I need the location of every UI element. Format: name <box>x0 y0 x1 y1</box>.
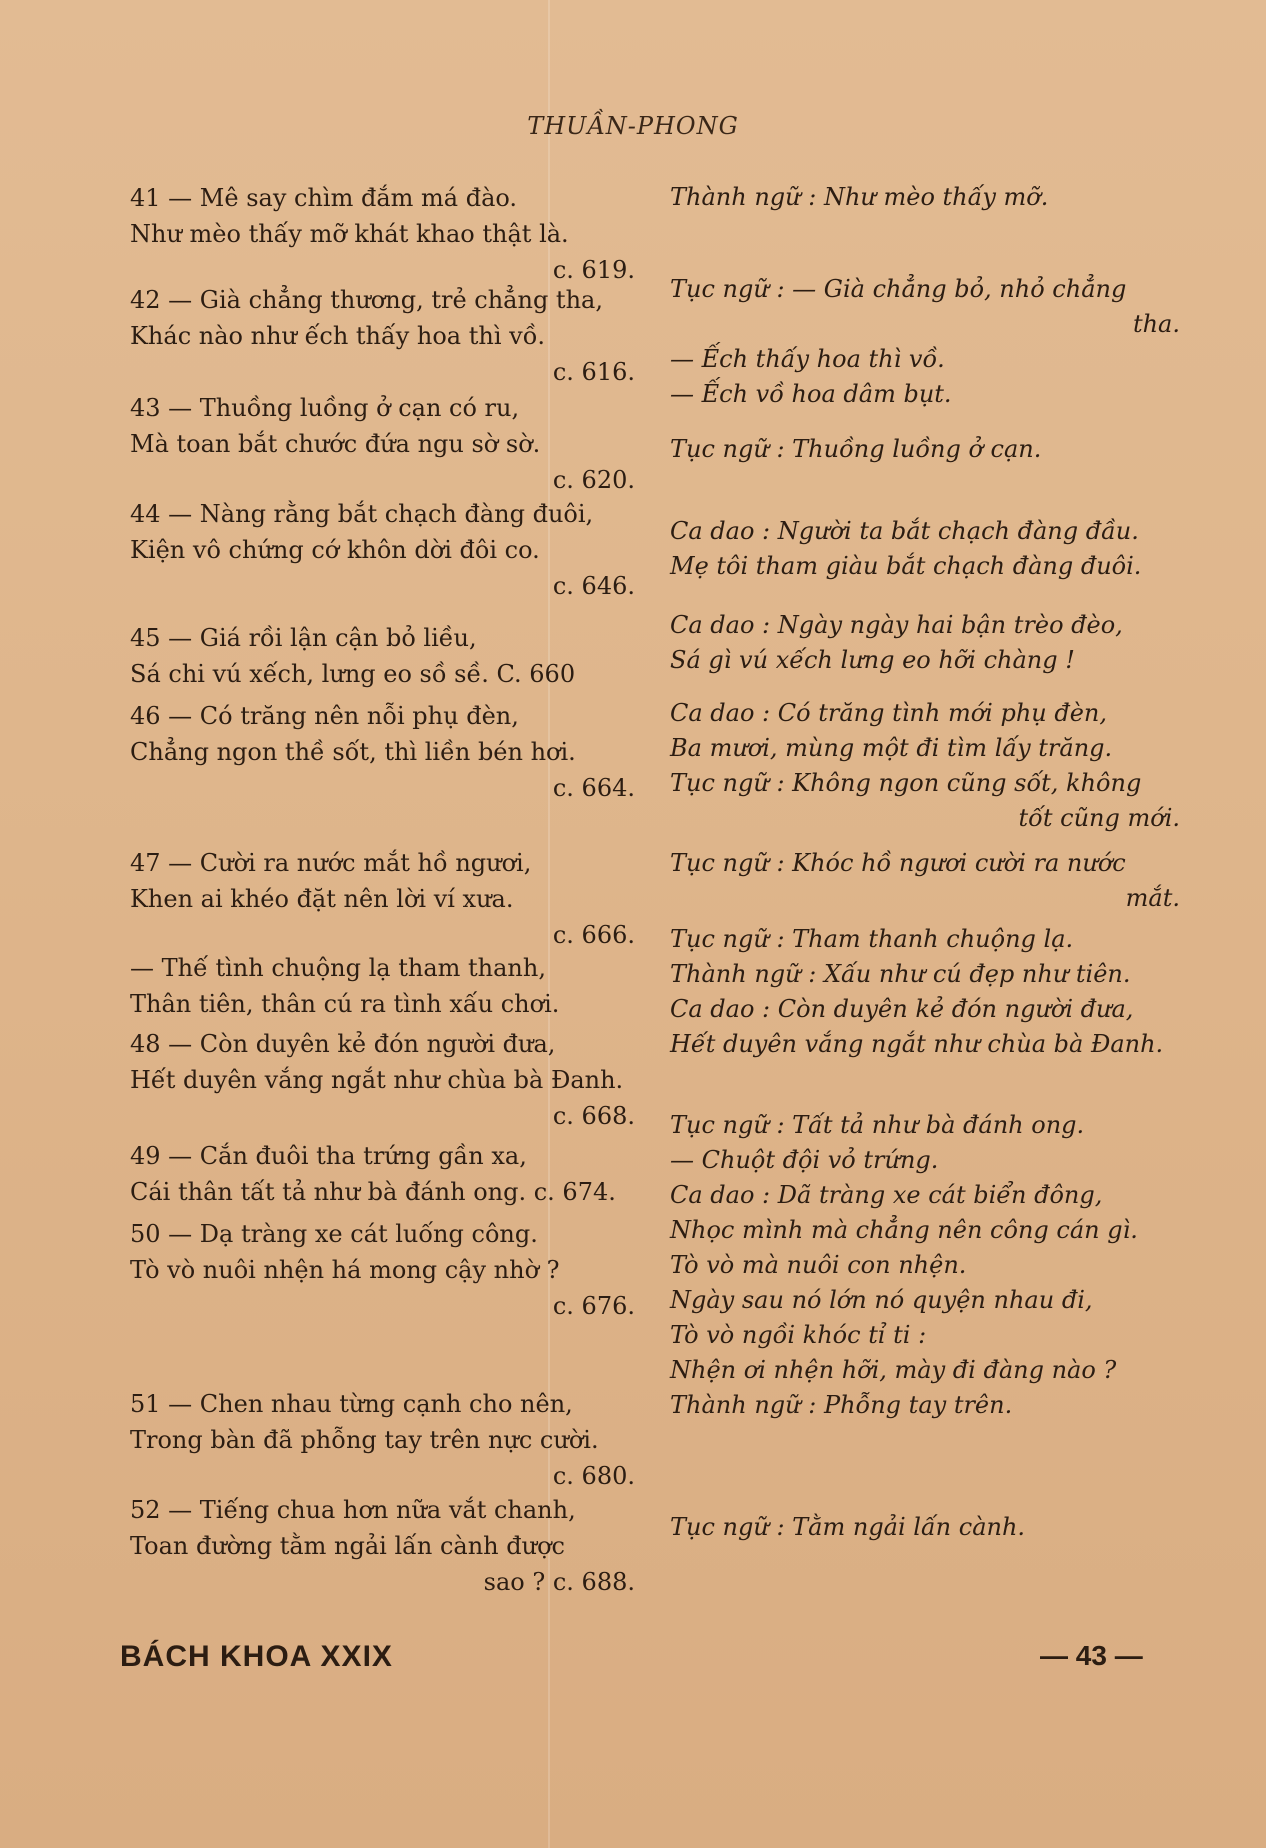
proverb-line: Tò vò mà nuôi con nhện. <box>670 1251 967 1279</box>
proverb-line: Mẹ tôi tham giàu bắt chạch đàng đuôi. <box>670 552 1142 580</box>
verse-line: 43 — Thuồng luồng ở cạn có ru, <box>130 394 520 422</box>
citation: c. 619. <box>552 256 635 284</box>
verse-line: Toan đường tằm ngải lấn cành được <box>130 1532 565 1560</box>
proverb-line: Sá gì vú xếch lưng eo hỡi chàng ! <box>670 646 1075 674</box>
verse-entry <box>130 1138 635 1210</box>
verse-line: 44 — Nàng rằng bắt chạch đàng đuôi, <box>130 500 594 528</box>
verse-entry <box>130 390 635 498</box>
verse-entry <box>130 698 635 806</box>
verse-line: 41 — Mê say chìm đắm má đào. <box>130 184 518 212</box>
proverb-line: Thành ngữ : Xấu như cú đẹp như tiên. <box>670 960 1131 988</box>
proverb-line: mắt. <box>1125 884 1180 912</box>
verse-line: 48 — Còn duyên kẻ đón người đưa, <box>130 1030 556 1058</box>
verse-line: Kiện vô chứng cớ khôn dời đôi co. <box>130 536 540 564</box>
citation: c. 616. <box>552 358 635 386</box>
verse-entry <box>130 620 635 692</box>
proverb-line: Tục ngữ : Tằm ngải lấn cành. <box>670 1513 1026 1541</box>
verse-line: 47 — Cười ra nước mắt hồ ngươi, <box>130 849 532 877</box>
verse-line: Cái thân tất tả như bà đánh ong. c. 674. <box>130 1178 616 1206</box>
proverb-line: Tò vò ngồi khóc tỉ ti : <box>670 1321 927 1349</box>
verse-entry <box>130 180 635 288</box>
proverb-block <box>670 922 1180 1062</box>
proverb-line: Nhện ơi nhện hỡi, mày đi đàng nào ? <box>670 1356 1117 1384</box>
proverb-block <box>670 1108 1180 1423</box>
verse-entry <box>130 496 635 604</box>
citation: c. 676. <box>552 1292 635 1320</box>
verse-line: 50 — Dạ tràng xe cát luống công. <box>130 1220 538 1248</box>
verse-line: Khen ai khéo đặt nên lời ví xưa. <box>130 885 514 913</box>
proverb-block <box>670 272 1180 412</box>
verse-entry <box>130 845 635 953</box>
verse-line: Mà toan bắt chước đứa ngu sờ sờ. <box>130 430 541 458</box>
proverb-line: Ca dao : Dã tràng xe cát biển đông, <box>670 1181 1103 1209</box>
proverb-block <box>670 1510 1180 1545</box>
citation: c. 646. <box>552 572 635 600</box>
verse-entry <box>130 1216 635 1324</box>
page-number: — 43 — <box>1040 1640 1143 1671</box>
proverb-line: Ca dao : Ngày ngày hai bận trèo đèo, <box>670 611 1123 639</box>
verse-line: 49 — Cắn đuôi tha trứng gần xa, <box>130 1142 527 1170</box>
proverb-line: Thành ngữ : Như mèo thấy mỡ. <box>670 183 1049 211</box>
proverb-line: Thành ngữ : Phỗng tay trên. <box>670 1391 1013 1419</box>
citation: c. 664. <box>552 774 635 802</box>
proverb-line: tốt cũng mới. <box>1018 804 1180 832</box>
proverb-block <box>670 180 1180 215</box>
citation: c. 620. <box>552 466 635 494</box>
proverb-line: Ca dao : Còn duyên kẻ đón người đưa, <box>670 995 1134 1023</box>
proverb-line: — Ếch vồ hoa dâm bụt. <box>670 380 952 408</box>
proverb-line: tha. <box>1132 310 1180 338</box>
citation: c. 668. <box>552 1102 635 1130</box>
proverb-line: Tục ngữ : Thuồng luồng ở cạn. <box>670 435 1042 463</box>
proverb-block <box>670 608 1180 678</box>
proverb-block <box>670 696 1180 836</box>
verse-entry <box>130 1386 635 1494</box>
verse-line: 52 — Tiếng chua hơn nữa vắt chanh, <box>130 1496 576 1524</box>
proverb-line: Ngày sau nó lớn nó quyện nhau đi, <box>670 1286 1093 1314</box>
proverb-line: Ba mươi, mùng một đi tìm lấy trăng. <box>670 734 1113 762</box>
proverb-line: Tục ngữ : Tham thanh chuộng lạ. <box>670 925 1074 953</box>
verse-line: Hết duyên vắng ngắt như chùa bà Đanh. <box>130 1066 624 1094</box>
journal-title: BÁCH KHOA XXIX <box>120 1640 393 1673</box>
proverb-line: Ca dao : Người ta bắt chạch đàng đầu. <box>670 517 1139 545</box>
proverb-line: Tục ngữ : Khóc hồ ngươi cười ra nước <box>670 849 1126 877</box>
proverb-line: — Ếch thấy hoa thì vồ. <box>670 345 945 373</box>
verse-line: 46 — Có trăng nên nỗi phụ đèn, <box>130 702 519 730</box>
proverb-line: Nhọc mình mà chẳng nên công cán gì. <box>670 1216 1138 1244</box>
verse-line: Chẳng ngon thề sốt, thì liền bén hơi. <box>130 738 576 766</box>
verse-line: Như mèo thấy mỡ khát khao thật là. <box>130 220 569 248</box>
verse-line: Tò vò nuôi nhện há mong cậy nhờ ? <box>130 1256 560 1284</box>
verse-entry <box>130 1492 635 1600</box>
proverb-line: Ca dao : Có trăng tình mới phụ đèn, <box>670 699 1108 727</box>
page-header: THUẦN-PHONG <box>527 112 739 140</box>
verse-line: 45 — Giá rồi lận cận bỏ liều, <box>130 624 477 652</box>
proverb-line: Tục ngữ : — Già chẳng bỏ, nhỏ chẳng <box>670 275 1127 303</box>
verse-line: Trong bàn đã phỗng tay trên nực cười. <box>130 1426 599 1454</box>
proverb-block <box>670 432 1180 467</box>
proverb-block <box>670 514 1180 584</box>
citation: c. 680. <box>552 1462 635 1490</box>
verse-line: 51 — Chen nhau từng cạnh cho nên, <box>130 1390 573 1418</box>
citation: sao ? c. 688. <box>483 1568 635 1596</box>
verse-line: Khác nào như ếch thấy hoa thì vồ. <box>130 322 546 350</box>
proverb-line: — Chuột đội vỏ trứng. <box>670 1146 939 1174</box>
citation: c. 666. <box>552 921 635 949</box>
proverb-line: Tục ngữ : Tất tả như bà đánh ong. <box>670 1111 1085 1139</box>
verse-entry <box>130 1026 635 1134</box>
proverb-line: Tục ngữ : Không ngon cũng sốt, không <box>670 769 1142 797</box>
verse-line: Sá chi vú xếch, lưng eo sồ sề. C. 660 <box>130 660 576 688</box>
verse-line: 42 — Già chẳng thương, trẻ chẳng tha, <box>130 286 603 314</box>
verse-line: — Thế tình chuộng lạ tham thanh, <box>130 954 546 982</box>
verse-entry <box>130 950 635 1022</box>
proverb-block <box>670 846 1180 916</box>
verse-entry <box>130 282 635 390</box>
proverb-line: Hết duyên vắng ngắt như chùa bà Đanh. <box>670 1030 1164 1058</box>
verse-line: Thân tiên, thân cú ra tình xấu chơi. <box>130 990 560 1018</box>
